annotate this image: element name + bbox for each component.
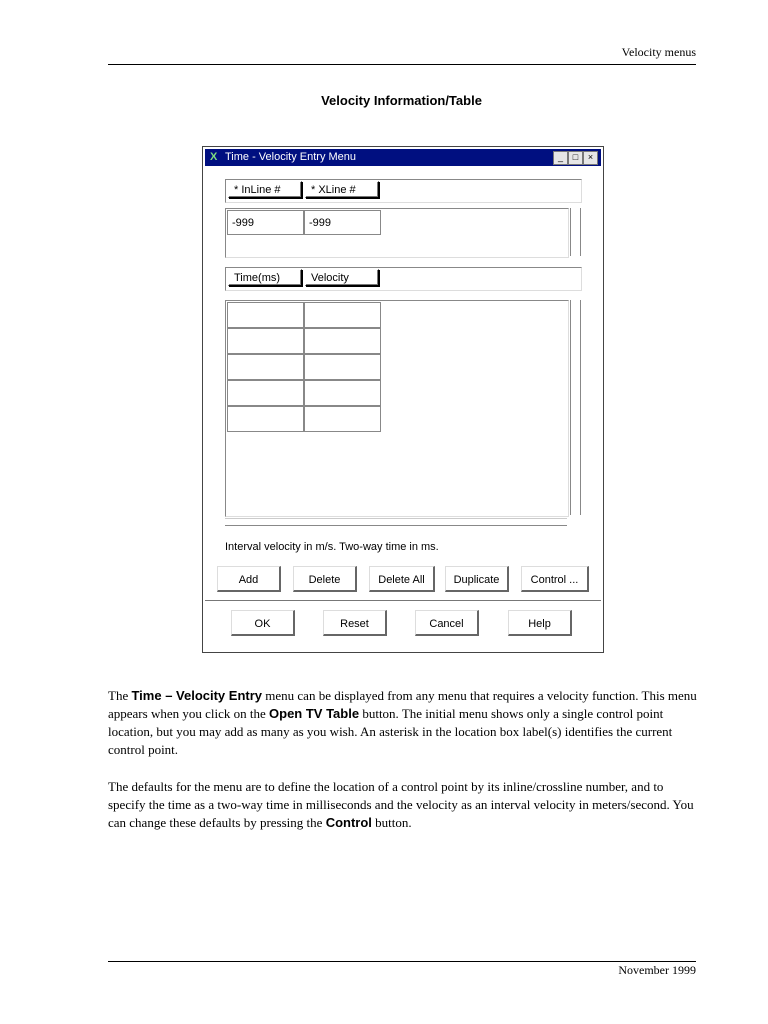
table-cell[interactable] [227,328,304,354]
button-separator [205,600,601,601]
time-header-button[interactable]: Time(ms) [228,269,302,286]
minimize-icon[interactable]: _ [553,151,568,165]
reset-button[interactable]: Reset [323,610,387,636]
units-hint: Interval velocity in m/s. Two-way time in ms. [225,541,439,553]
paragraph-intro: The Time – Velocity Entry menu can be displayed from any menu that requires a velocity function. This menu appears when you click on the Open TV Table button. The initial menu shows only a single control point location, but you may add as many as you wish. An asterisk in the location box label(s) identifies the current control point. [108,688,697,757]
table-cell[interactable] [227,354,304,380]
table-cell[interactable] [304,406,381,432]
inline-value-cell[interactable]: -999 [227,210,304,235]
delete-button[interactable]: Delete [293,566,357,592]
add-button[interactable]: Add [217,566,281,592]
xline-value-cell[interactable]: -999 [304,210,381,235]
location-values-box [225,208,569,258]
footer-rule [108,961,696,962]
maximize-icon[interactable]: □ [568,151,583,165]
bold-term: Control [325,815,372,830]
inline-header-button[interactable]: * InLine # [228,181,302,198]
table-vertical-scrollbar[interactable] [570,300,581,515]
table-cell[interactable] [304,354,381,380]
time-velocity-entry-window [202,146,604,653]
location-vertical-scrollbar[interactable] [570,208,581,256]
window-titlebar [205,149,601,166]
table-cell[interactable] [304,302,381,328]
running-footer: November 1999 [618,963,696,977]
running-header: Velocity menus [621,45,696,59]
table-cell[interactable] [227,406,304,432]
x-app-icon: X [210,151,218,163]
table-header-bar [225,267,582,291]
duplicate-button[interactable]: Duplicate [445,566,509,592]
table-horizontal-scrollbar[interactable] [225,518,567,526]
help-button[interactable]: Help [508,610,572,636]
section-title: Velocity Information/Table [321,93,482,108]
bold-term: Time – Velocity Entry [131,688,263,703]
bold-term: Open TV Table [269,706,360,721]
control-button[interactable]: Control ... [521,566,589,592]
cancel-button[interactable]: Cancel [415,610,479,636]
xline-header-button[interactable]: * XLine # [305,181,379,198]
table-cell[interactable] [227,302,304,328]
table-cell[interactable] [227,380,304,406]
velocity-header-button[interactable]: Velocity [305,269,379,286]
close-icon[interactable]: × [583,151,598,165]
location-header-bar [225,179,582,203]
ok-button[interactable]: OK [231,610,295,636]
paragraph-defaults: The defaults for the menu are to define the location of a control point by its inline/crossline number, and to specify the time as a two-way time in milliseconds and the velocity as an interval velocity in meters/second. You can change these defaults by pressing the Control button. [108,779,694,830]
delete-all-button[interactable]: Delete All [369,566,435,592]
time-velocity-table [225,300,569,517]
table-cell[interactable] [304,328,381,354]
window-title: Time - Velocity Entry Menu [225,151,357,163]
header-rule [108,64,696,65]
table-cell[interactable] [304,380,381,406]
